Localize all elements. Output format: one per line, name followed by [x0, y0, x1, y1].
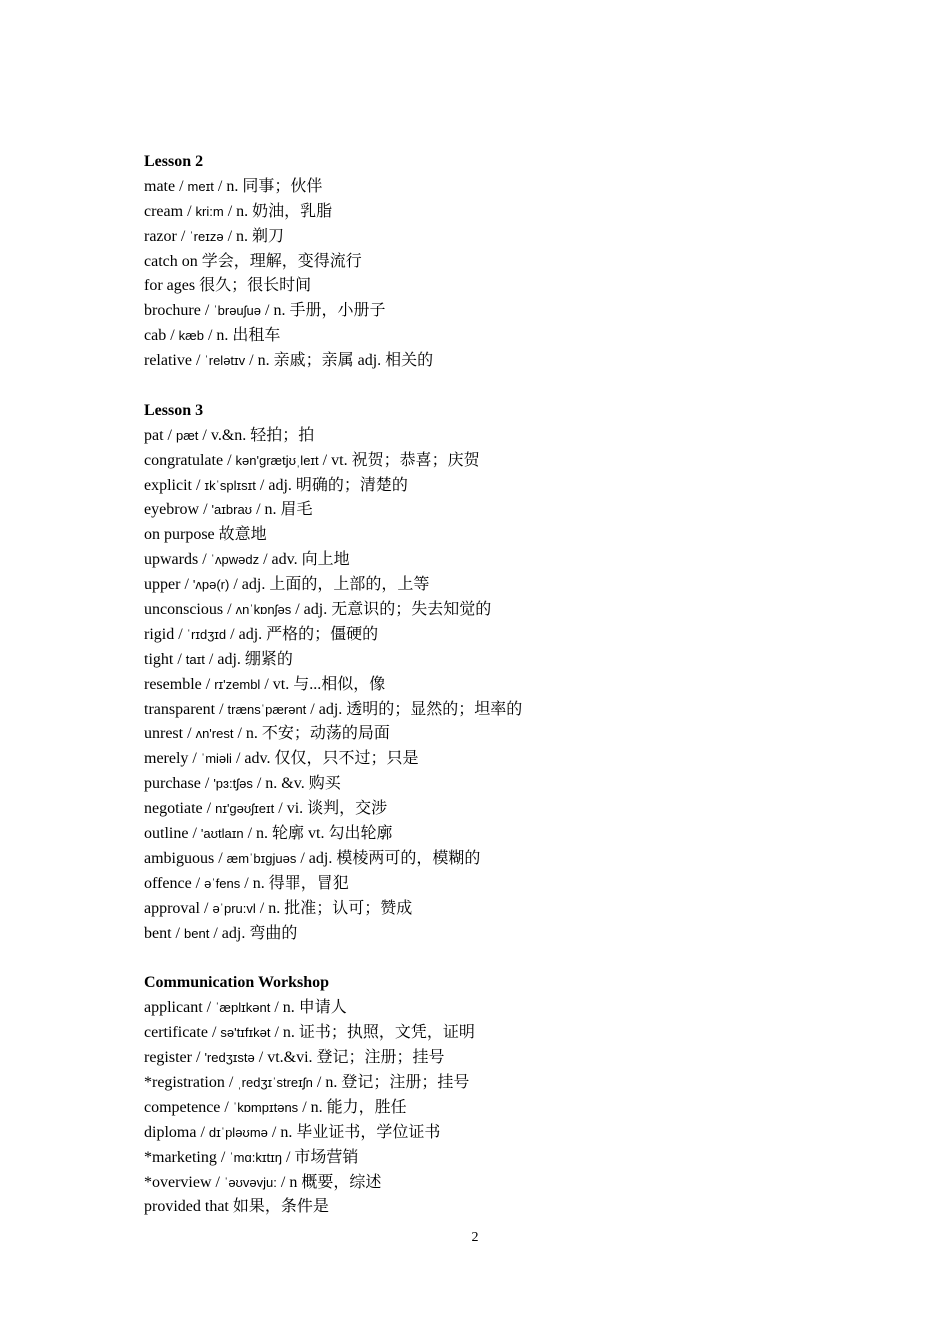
vocab-pronunciation: sə'tɪfɪkət — [220, 1025, 271, 1041]
vocab-word: pat — [144, 426, 164, 444]
page-number: 2 — [471, 1230, 479, 1245]
vocab-pronunciation: əˈpru:vl — [212, 900, 256, 916]
vocab-definition: adj. 绷紧的 — [217, 650, 293, 668]
vocab-pronunciation: meɪt — [187, 178, 214, 194]
vocab-word: ambiguous — [144, 849, 215, 867]
vocab-definition: n. 不安；动荡的局面 — [245, 725, 390, 743]
vocab-definition: n. 剃刀 — [236, 227, 285, 245]
vocab-word: approval — [144, 899, 200, 917]
vocab-pronunciation: ˈæplɪkənt — [215, 1000, 271, 1016]
vocab-pronunciation: dɪˈpləʊmə — [208, 1124, 268, 1140]
vocab-pronunciation: ˈʌpwədz — [210, 552, 260, 568]
vocab-word: razor — [144, 227, 177, 245]
vocab-entry — [144, 1195, 864, 1220]
vocab-definition: n. 同事；伙伴 — [226, 177, 323, 195]
vocab-entry — [144, 523, 864, 548]
vocab-definition: adj. 无意识的；失去知觉的 — [303, 601, 492, 619]
vocab-entry: ambiguous / æmˈbɪgjuəs / adj. 模棱两可的，模糊的 — [144, 849, 481, 867]
vocab-word: unrest — [144, 725, 184, 743]
vocab-entry: unconscious / ʌnˈkɒnʃəs / adj. 无意识的；失去知觉的 — [144, 601, 492, 619]
vocab-entry: merely / ˈmiəli / adv. 仅仅，只不过；只是 — [144, 750, 419, 768]
vocab-entry: mate / meɪt / n. 同事；伙伴 — [144, 177, 323, 195]
vocab-definition: n. 眉毛 — [264, 501, 313, 519]
vocab-pronunciation: ˌredʒɪˈstreɪʃn — [237, 1074, 313, 1090]
vocab-pronunciation: ˈbrəuʃuə — [213, 303, 262, 319]
vocab-definition: n. 登记；注册；挂号 — [325, 1073, 470, 1091]
vocab-word: register — [144, 1049, 192, 1067]
vocab-word: tight — [144, 650, 174, 668]
vocab-word: on purpose — [144, 526, 215, 544]
section-heading: Communication Workshop — [144, 974, 330, 992]
vocab-entry: tight / taɪt / adj. 绷紧的 — [144, 650, 293, 668]
vocab-word: for ages — [144, 277, 196, 295]
vocab-definition: n. 轮廓 vt. 勾出轮廓 — [256, 825, 393, 843]
section-spacer — [144, 374, 864, 399]
vocab-definition: n 概要，综述 — [289, 1173, 382, 1191]
vocab-entry: bent / bent / adj. 弯曲的 — [144, 924, 298, 942]
vocab-entry: *marketing / ˈmɑ:kɪtɪŋ / 市场营销 — [144, 1148, 359, 1166]
vocab-entry: outline / 'aʊtlaɪn / n. 轮廓 vt. 勾出轮廓 — [144, 825, 393, 843]
vocab-word: catch on — [144, 252, 198, 270]
vocab-pronunciation: ˈkɒmpɪtəns — [232, 1099, 299, 1115]
vocab-definition: 如果，条件是 — [232, 1198, 329, 1216]
vocab-word: outline — [144, 825, 189, 843]
vocab-pronunciation: ˈrelətɪv — [204, 353, 246, 369]
vocab-word: resemble — [144, 675, 202, 693]
vocab-definition: vt. 与...相似，像 — [272, 675, 386, 693]
vocab-entry: rigid / ˈrɪdʒɪd / adj. 严格的；僵硬的 — [144, 625, 379, 643]
vocab-entry: pat / pæt / v.&n. 轻拍；拍 — [144, 426, 315, 444]
vocab-definition: n. 出租车 — [216, 327, 281, 345]
vocab-pronunciation: 'pɜ:tʃəs — [213, 776, 253, 792]
vocab-definition: n. 毕业证书，学位证书 — [280, 1123, 441, 1141]
vocab-definition: adj. 弯曲的 — [221, 924, 298, 942]
vocab-entry: cream / kri:m / n. 奶油，乳脂 — [144, 202, 333, 220]
vocab-pronunciation: kən'grætjʊˌleɪt — [235, 452, 319, 468]
vocab-word: provided that — [144, 1198, 229, 1216]
vocab-entry: explicit / ɪkˈsplɪsɪt / adj. 明确的；清楚的 — [144, 476, 408, 494]
vocab-pronunciation: ˈmiəli — [200, 751, 232, 767]
vocab-definition: 市场营销 — [294, 1148, 359, 1166]
vocab-word: congratulate — [144, 451, 224, 469]
vocab-entry: negotiate / nɪ'gəʊʃɪeɪt / vi. 谈判，交涉 — [144, 800, 388, 818]
vocab-pronunciation: əˈfens — [204, 875, 241, 891]
vocab-pronunciation: taɪt — [185, 651, 205, 667]
vocab-word: diploma — [144, 1123, 197, 1141]
vocab-pronunciation: nɪ'gəʊʃɪeɪt — [215, 801, 275, 817]
vocab-definition: adj. 严格的；僵硬的 — [238, 625, 379, 643]
vocab-entry: applicant / ˈæplɪkənt / n. 申请人 — [144, 999, 347, 1017]
vocab-entry: relative / ˈrelətɪv / n. 亲戚；亲属 adj. 相关的 — [144, 352, 434, 370]
vocab-entry: competence / ˈkɒmpɪtəns / n. 能力，胜任 — [144, 1098, 407, 1116]
vocab-entry: offence / əˈfens / n. 得罪，冒犯 — [144, 874, 349, 892]
vocab-definition: vt.&vi. 登记；注册；挂号 — [267, 1049, 445, 1067]
vocab-definition: n. 批准；认可；赞成 — [268, 899, 413, 917]
vocab-word: certificate — [144, 1024, 208, 1042]
vocab-definition: adj. 明确的；清楚的 — [268, 476, 408, 494]
vocab-entry: brochure / ˈbrəuʃuə / n. 手册，小册子 — [144, 302, 386, 320]
vocab-word: brochure — [144, 302, 201, 320]
vocab-word: unconscious — [144, 601, 224, 619]
vocab-pronunciation: æmˈbɪgjuəs — [226, 850, 297, 866]
vocab-pronunciation: 'ʌpə(r) — [192, 577, 230, 593]
vocab-pronunciation: ʌnˈkɒnʃəs — [235, 602, 292, 618]
vocab-definition: n. 申请人 — [282, 999, 347, 1017]
vocab-entry: congratulate / kən'grætjʊˌleɪt / vt. 祝贺；恭喜；庆贺 — [144, 451, 480, 469]
vocab-word: relative — [144, 352, 192, 370]
vocab-pronunciation: kri:m — [195, 203, 224, 219]
vocab-pronunciation: ɪkˈsplɪsɪt — [204, 477, 256, 493]
vocab-definition: n. 能力，胜任 — [310, 1098, 407, 1116]
vocab-pronunciation: 'redʒɪstə — [204, 1050, 255, 1066]
vocab-definition: n. 亲戚；亲属 adj. 相关的 — [257, 352, 434, 370]
vocab-definition: 故意地 — [218, 526, 267, 544]
vocab-definition: 学会，理解，变得流行 — [201, 252, 362, 270]
vocab-definition: vt. 祝贺；恭喜；庆贺 — [331, 451, 480, 469]
vocab-pronunciation: ˈəʊvəvju: — [223, 1174, 277, 1190]
vocab-entry: razor / ˈreɪzə / n. 剃刀 — [144, 227, 285, 245]
vocab-definition: n. 证书；执照，文凭，证明 — [282, 1024, 475, 1042]
vocab-word: *marketing — [144, 1148, 217, 1166]
vocab-word: upper — [144, 576, 181, 594]
vocab-entry — [144, 274, 864, 299]
vocab-entry — [144, 250, 864, 275]
vocab-entry: upper / 'ʌpə(r) / adj. 上面的，上部的，上等 — [144, 576, 430, 594]
vocab-pronunciation: ˈreɪzə — [189, 228, 224, 244]
section-heading: Lesson 2 — [144, 153, 204, 170]
vocab-definition: n. 奶油，乳脂 — [236, 202, 333, 220]
vocab-definition: adv. 向上地 — [271, 551, 350, 569]
vocab-word: merely — [144, 750, 189, 768]
vocab-entry: eyebrow / 'aɪbraʊ / n. 眉毛 — [144, 501, 313, 519]
vocab-pronunciation: ˈrɪdʒɪd — [186, 626, 227, 642]
vocab-word: cab — [144, 327, 167, 345]
vocab-pronunciation: kæb — [178, 328, 204, 344]
vocab-word: negotiate — [144, 800, 203, 818]
vocab-definition: n. 手册，小册子 — [273, 302, 386, 320]
vocab-definition: n. &v. 购买 — [265, 775, 341, 793]
vocab-word: eyebrow — [144, 501, 200, 519]
vocab-pronunciation: bent — [184, 925, 210, 941]
vocab-definition: adj. 上面的，上部的，上等 — [241, 576, 430, 594]
vocab-entry: diploma / dɪˈpləʊmə / n. 毕业证书，学位证书 — [144, 1123, 441, 1141]
vocab-pronunciation: 'aɪbraʊ — [211, 502, 253, 518]
vocab-word: offence — [144, 874, 192, 892]
vocab-word: rigid — [144, 625, 175, 643]
vocab-entry: resemble / rɪ'zembl / vt. 与...相似，像 — [144, 675, 386, 693]
vocab-entry: purchase / 'pɜ:tʃəs / n. &v. 购买 — [144, 775, 341, 793]
vocab-pronunciation: pæt — [176, 427, 199, 443]
vocab-pronunciation: ʌn'rest — [195, 726, 234, 742]
section-heading: Lesson 3 — [144, 401, 204, 419]
vocab-pronunciation: rɪ'zembl — [214, 676, 261, 692]
vocab-word: cream — [144, 202, 184, 220]
vocab-word: *registration — [144, 1073, 225, 1091]
vocab-entry: transparent / trænsˈpærənt / adj. 透明的；显然的；坦率的 — [144, 700, 523, 718]
vocab-pronunciation: ˈmɑ:kɪtɪŋ — [229, 1149, 282, 1165]
vocab-pronunciation: 'aʊtlaɪn — [200, 826, 244, 842]
vocab-definition: vi. 谈判，交涉 — [286, 800, 388, 818]
vocab-word: explicit — [144, 476, 192, 494]
vocab-entry: unrest / ʌn'rest / n. 不安；动荡的局面 — [144, 725, 390, 743]
vocab-definition: adj. 透明的；显然的；坦率的 — [318, 700, 523, 718]
vocab-definition: n. 得罪，冒犯 — [252, 874, 349, 892]
vocab-entry: register / 'redʒɪstə / vt.&vi. 登记；注册；挂号 — [144, 1049, 445, 1067]
vocab-word: bent — [144, 924, 172, 942]
vocab-word: competence — [144, 1098, 221, 1116]
vocab-word: mate — [144, 177, 176, 195]
vocab-word: upwards — [144, 551, 199, 569]
vocab-word: applicant — [144, 999, 203, 1017]
vocab-entry: certificate / sə'tɪfɪkət / n. 证书；执照，文凭，证明 — [144, 1024, 475, 1042]
vocab-word: transparent — [144, 700, 216, 718]
vocab-entry: *registration / ˌredʒɪˈstreɪʃn / n. 登记；注册；挂号 — [144, 1073, 470, 1091]
vocab-entry: *overview / ˈəʊvəvju: / n 概要，综述 — [144, 1173, 382, 1191]
vocab-entry: cab / kæb / n. 出租车 — [144, 327, 281, 345]
vocabulary-list — [144, 150, 864, 1220]
vocab-definition: 很久；很长时间 — [199, 277, 312, 295]
vocab-definition: v.&n. 轻拍；拍 — [210, 426, 315, 444]
vocab-word: purchase — [144, 775, 201, 793]
vocab-word: *overview — [144, 1173, 212, 1191]
vocab-entry: approval / əˈpru:vl / n. 批准；认可；赞成 — [144, 899, 413, 917]
vocab-definition: adj. 模棱两可的，模糊的 — [308, 849, 481, 867]
vocab-definition: adv. 仅仅，只不过；只是 — [244, 750, 419, 768]
vocab-pronunciation: trænsˈpærənt — [227, 701, 307, 717]
section-spacer — [144, 947, 864, 972]
vocab-entry: upwards / ˈʌpwədz / adv. 向上地 — [144, 551, 350, 569]
